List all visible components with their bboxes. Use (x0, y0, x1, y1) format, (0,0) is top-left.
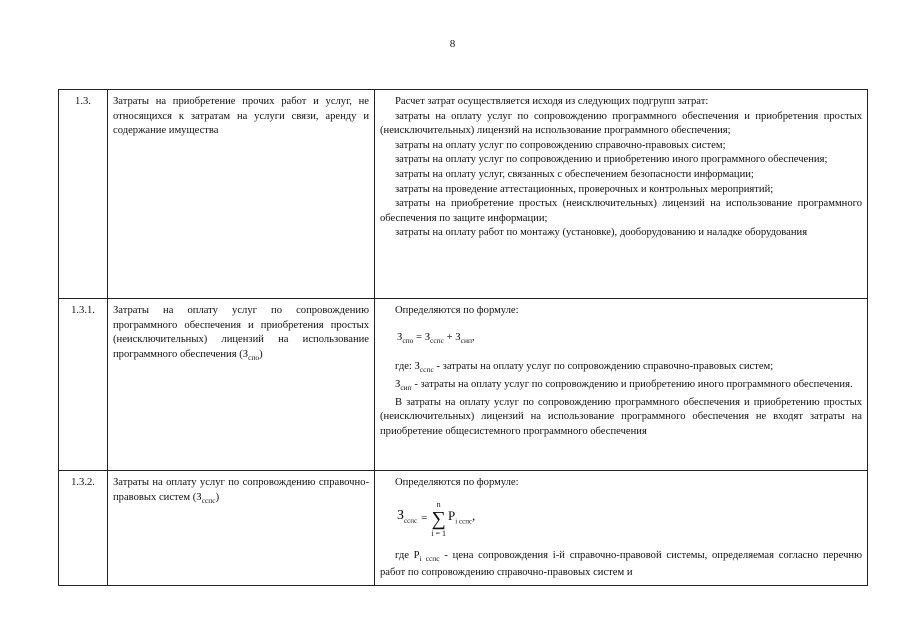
paragraph: где: $З_{сспс}$ - затраты на оплату услуг по сопровождению справочно-правовых систем; (395, 361, 774, 375)
row-name: Затраты на оплату услуг по сопровождению программного обеспечения и приобретения простых (неисключительных) лицензий на использование программного обеспечения $(З_{спо})$ (108, 299, 375, 471)
paragraph: $З_{сип}$ - затраты на оплату услуг по сопровождению и приобретению иного программного обеспечения. (395, 379, 853, 393)
paragraph: где $P_{i сспс}$ - цена сопровождения i-й справочно-правовой системы, определяемая согласно перечню работ по сопровождению справочно-правовых систем и (380, 549, 862, 579)
paragraph: затраты на проведение аттестационных, проверочных и контрольных мероприятий; (395, 183, 774, 195)
paragraph: Определяются по формуле: (395, 477, 519, 488)
row-description (375, 299, 868, 471)
table-row (59, 90, 868, 299)
table-row (59, 299, 868, 471)
paragraph: В затраты на оплату услуг по сопровождению программного обеспечения и приобретению простых (неисключительных) лицензий на использование программного обеспечения не входят затраты на приобретение общесистемного программного обеспечения (380, 396, 862, 437)
paragraph: затраты на оплату услуг по сопровождению программного обеспечения и приобретения простых (неисключительных) лицензий на использование программного обеспечения; (380, 110, 862, 137)
paragraph: затраты на оплату услуг по сопровождению и приобретению иного программного обеспечения; (395, 154, 828, 166)
paragraph: затраты на приобретение простых (неисключительных) лицензий на использование программного обеспечения по защите информации; (380, 198, 862, 224)
row-number: 1.3.2. (59, 471, 108, 586)
row-number: 1.3.1. (59, 299, 108, 471)
formula: $З_{спо} = З_{сспс} + З_{сип}$, (397, 331, 475, 345)
page-number: 8 (449, 38, 456, 50)
row-name: Затраты на оплату услуг по сопровождению справочно-правовых систем $(З_{сспс})$ (108, 471, 375, 586)
paragraph: затраты на оплату услуг, связанных с обеспечением безопасности информации; (395, 168, 754, 180)
paragraph: Определяются по формуле: (395, 305, 519, 316)
paragraph: затраты на оплату услуг по сопровождению справочно-правовых систем; (395, 139, 726, 151)
table-row (59, 471, 868, 586)
paragraph: затраты на оплату работ по монтажу (установке), дооборудованию и наладке оборудования (395, 227, 808, 239)
paragraph: Расчет затрат осуществляется исходя из следующих подгрупп затрат: (395, 96, 709, 107)
row-description (375, 471, 868, 586)
sigma-symbol: n ∑ i = 1 (431, 499, 447, 538)
row-description (375, 90, 868, 299)
cost-table (58, 89, 868, 586)
row-name: Затраты на приобретение прочих работ и услуг, не относящихся к затратам на услуги связи, аренду и содержание имущества (108, 90, 375, 299)
row-number: 1.3. (59, 90, 108, 299)
sum-formula: $З_{сспс}$ = n ∑ i = 1 $P_{i сспс}$, (397, 499, 476, 538)
